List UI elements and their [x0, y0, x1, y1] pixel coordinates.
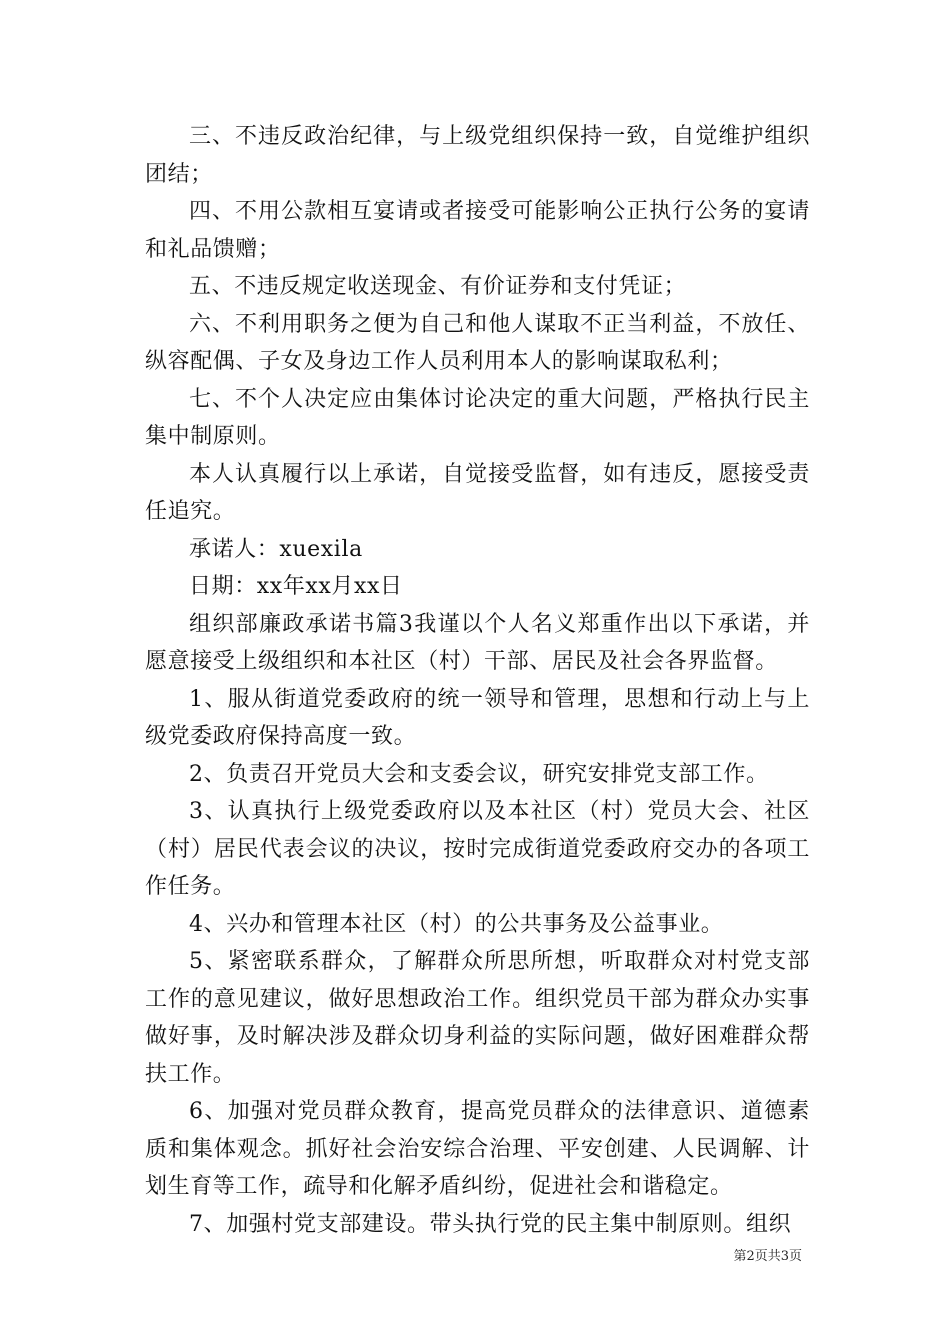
- document-body: [145, 118, 810, 1243]
- paragraph-item-4: 4、兴办和管理本社区（村）的公共事务及公益事业。: [189, 911, 724, 937]
- paragraph-rule-3: 三、不违反政治纪律，与上级党组织保持一致，自觉维护组织团结；: [145, 124, 810, 187]
- paragraph-item-2: 2、负责召开党员大会和支委会议，研究安排党支部工作。: [189, 761, 769, 787]
- paragraph-item-5: 5、紧密联系群众，了解群众所思所想，听取群众对村党支部工作的意见建议，做好思想政治工作。组织党员干部为群众办实事做好事，及时解决涉及群众切身利益的实际问题，做好困难群众帮扶工作。: [145, 949, 810, 1087]
- paragraph-item-1: 1、服从街道党委政府的统一领导和管理，思想和行动上与上级党委政府保持高度一致。: [145, 686, 810, 749]
- paragraph-item-7: 7、加强村党支部建设。带头执行党的民主集中制原则。组织: [189, 1211, 792, 1237]
- date-line: 日期：xx年xx月xx日: [189, 574, 403, 599]
- paragraph-rule-6: 六、不利用职务之便为自己和他人谋取不正当利益，不放任、纵容配偶、子女及身边工作人员利用本人的影响谋取私利；: [145, 311, 810, 374]
- paragraph-section-3-intro: 组织部廉政承诺书篇3我谨以个人名义郑重作出以下承诺，并愿意接受上级组织和本社区（村）干部、居民及社会各界监督。: [145, 611, 810, 674]
- page-indicator: 第2页共3页: [733, 1249, 802, 1264]
- paragraph-pledge-statement: 本人认真履行以上承诺，自觉接受监督，如有违反，愿接受责任追究。: [145, 461, 810, 524]
- paragraph-rule-4: 四、不用公款相互宴请或者接受可能影响公正执行公务的宴请和礼品馈赠；: [145, 199, 810, 262]
- pledger-line: 承诺人：xuexila: [189, 536, 363, 562]
- paragraph-item-6: 6、加强对党员群众教育，提高党员群众的法律意识、道德素质和集体观念。抓好社会治安综合治理、平安创建、人民调解、计划生育等工作，疏导和化解矛盾纠纷，促进社会和谐稳定。: [145, 1099, 810, 1199]
- paragraph-rule-5: 五、不违反规定收送现金、有价证券和支付凭证；: [189, 274, 687, 299]
- paragraph-rule-7: 七、不个人决定应由集体讨论决定的重大问题，严格执行民主集中制原则。: [145, 386, 810, 449]
- paragraph-item-3: 3、认真执行上级党委政府以及本社区（村）党员大会、社区（村）居民代表会议的决议，按时完成街道党委政府交办的各项工作任务。: [145, 799, 810, 899]
